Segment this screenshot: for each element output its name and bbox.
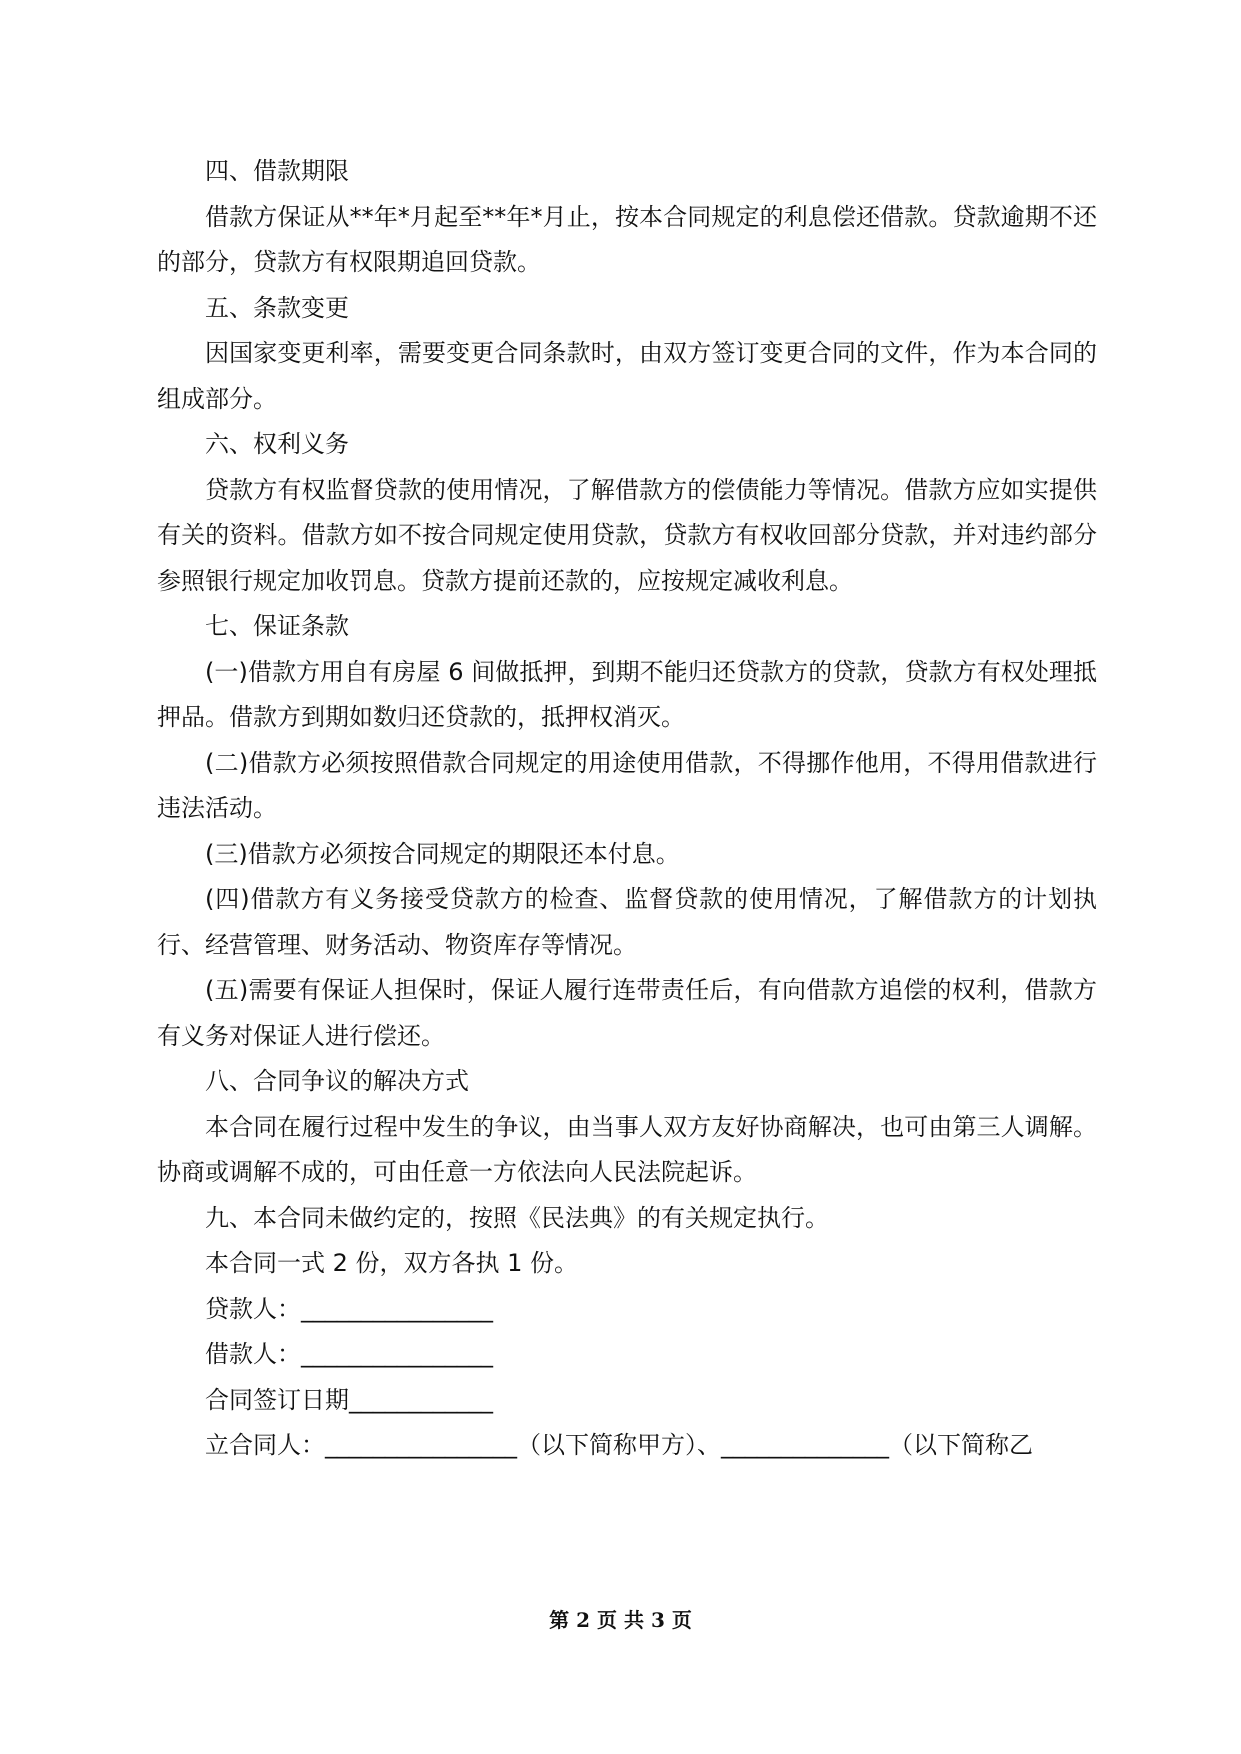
parties-line: 立合同人：________________（以下简称甲方）、______________（以下简称乙 bbox=[205, 1431, 1033, 1459]
guarantee-item-2: (二)借款方必须按照借款合同规定的用途使用借款，不得挪作他用，不得用借款进行违法活动。 bbox=[157, 748, 1097, 822]
page-number-footer: 第 2 页 共 3 页 bbox=[549, 1608, 692, 1632]
paragraph-copies: 本合同一式 2 份，双方各执 1 份。 bbox=[205, 1249, 579, 1277]
section-heading-rights: 六、权利义务 bbox=[205, 430, 349, 458]
guarantee-item-5: (五)需要有保证人担保时，保证人履行连带责任后，有向借款方追偿的权利，借款方有义务对保证人进行偿还。 bbox=[157, 976, 1097, 1050]
section-heading-guarantee: 七、保证条款 bbox=[205, 612, 349, 640]
guarantee-item-1: (一)借款方用自有房屋 6 间做抵押，到期不能归还贷款方的贷款，贷款方有权处理抵押品。借款方到期如数归还贷款的，抵押权消灭。 bbox=[157, 657, 1097, 731]
signing-date-line: 合同签订日期____________ bbox=[205, 1385, 493, 1414]
paragraph-change: 因国家变更利率，需要变更合同条款时，由双方签订变更合同的文件，作为本合同的组成部分。 bbox=[157, 339, 1097, 413]
borrower-signature-line: 借款人：________________ bbox=[205, 1340, 493, 1368]
document-body bbox=[157, 149, 1097, 1469]
section-heading-term: 四、借款期限 bbox=[205, 157, 349, 185]
lender-signature-line: 贷款人：________________ bbox=[205, 1294, 493, 1323]
section-heading-dispute: 八、合同争议的解决方式 bbox=[205, 1067, 469, 1095]
paragraph-dispute: 本合同在履行过程中发生的争议，由当事人双方友好协商解决，也可由第三人调解。协商或调解不成的，可由任意一方依法向人民法院起诉。 bbox=[157, 1112, 1097, 1186]
paragraph-term: 借款方保证从**年*月起至**年*月止，按本合同规定的利息偿还借款。贷款逾期不还的部分，贷款方有权限期追回贷款。 bbox=[157, 202, 1097, 276]
guarantee-item-4: (四)借款方有义务接受贷款方的检查、监督贷款的使用情况，了解借款方的计划执行、经营管理、财务活动、物资库存等情况。 bbox=[157, 885, 1097, 959]
section-heading-change: 五、条款变更 bbox=[205, 293, 349, 322]
paragraph-civil-code: 九、本合同未做约定的，按照《民法典》的有关规定执行。 bbox=[205, 1203, 829, 1232]
paragraph-rights: 贷款方有权监督贷款的使用情况，了解借款方的偿债能力等情况。借款方应如实提供有关的资料。借款方如不按合同规定使用贷款，贷款方有权收回部分贷款，并对违约部分参照银行规定加收罚息。贷款方提前还款的，应按规定减收利息。 bbox=[157, 475, 1097, 595]
guarantee-item-3: (三)借款方必须按合同规定的期限还本付息。 bbox=[205, 839, 680, 868]
